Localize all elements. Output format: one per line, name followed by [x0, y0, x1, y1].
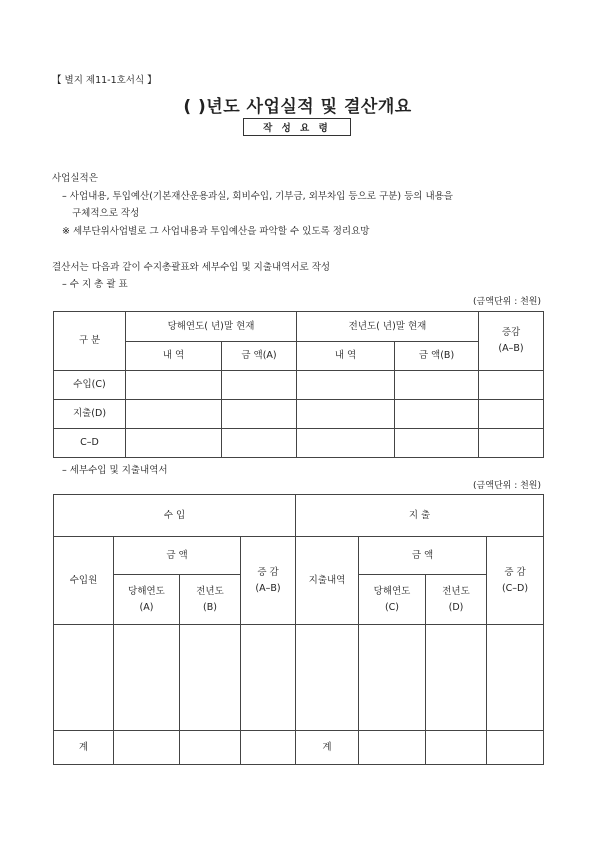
- header-expense-previous: [426, 575, 487, 625]
- cell: [395, 429, 479, 458]
- header-income-previous: [180, 575, 241, 625]
- cell: [126, 371, 222, 400]
- cell: [487, 625, 544, 731]
- cell: [395, 371, 479, 400]
- form-number: 【 별지 제11-1호서식 】: [52, 75, 157, 86]
- header-expense-change-formula: (C–D): [501, 582, 529, 594]
- cell: [487, 731, 544, 765]
- cell: [395, 400, 479, 429]
- income-total-label: 계: [54, 731, 114, 765]
- cell: [297, 400, 395, 429]
- header-income-previous-label: 전년도: [196, 585, 224, 597]
- header-income-change-formula: (A–B): [255, 582, 281, 594]
- header-category: 구 분: [54, 312, 126, 371]
- cell: [222, 400, 297, 429]
- header-income-previous-code: (B): [203, 601, 217, 613]
- header-expense-amount: 금 액: [359, 537, 487, 575]
- summary-unit-label: (금액단위 : 천원): [473, 297, 541, 307]
- detail-table: [53, 494, 544, 765]
- row-label-income: 수입(C): [54, 371, 126, 400]
- header-income-change: [241, 537, 296, 625]
- guide-note: ※ 세부단위사업별로 그 사업내용과 투입예산을 파악할 수 있도록 정리요망: [62, 226, 370, 237]
- header-detail-b: 내 역: [297, 342, 395, 371]
- header-amount-a: 금 액(A): [222, 342, 297, 371]
- cell: [479, 429, 544, 458]
- header-expense-change: [487, 537, 544, 625]
- guide-line-2: – 사업내용, 투입예산(기본재산운용과실, 회비수입, 기부금, 외부차입 등으로 구분) 등의 내용을: [62, 191, 453, 202]
- guide-line-1: 사업실적은: [52, 173, 98, 184]
- cell: [296, 625, 359, 731]
- guide-line-5: 결산서는 다음과 같이 수지총괄표와 세부수입 및 지출내역서로 작성: [52, 262, 331, 273]
- cell: [426, 731, 487, 765]
- header-income-current-code: (A): [139, 601, 154, 613]
- header-expense-change-label: 증 감: [504, 566, 526, 578]
- cell: [241, 731, 296, 765]
- cell: [359, 625, 426, 731]
- header-amount-b: 금 액(B): [395, 342, 479, 371]
- cell: [114, 625, 180, 731]
- header-income-source: 수입원: [54, 537, 114, 625]
- cell: [479, 371, 544, 400]
- cell: [297, 371, 395, 400]
- header-change-formula: (A–B): [498, 343, 524, 354]
- header-expense-current: [359, 575, 426, 625]
- header-previous-year: 전년도( 년)말 현재: [297, 312, 479, 342]
- header-expense-current-code: (C): [384, 601, 400, 613]
- expense-total-label: 계: [296, 731, 359, 765]
- header-expense: 지 출: [296, 495, 544, 537]
- cell: [426, 625, 487, 731]
- row-label-balance: C–D: [54, 429, 126, 458]
- header-income-current: [114, 575, 180, 625]
- cell: [180, 731, 241, 765]
- detail-unit-label: (금액단위 : 천원): [473, 481, 541, 491]
- cell: [54, 625, 114, 731]
- cell: [241, 625, 296, 731]
- cell: [222, 371, 297, 400]
- header-change-label: 증감: [501, 327, 521, 338]
- header-detail-a: 내 역: [126, 342, 222, 371]
- header-income-change-label: 증 감: [257, 566, 279, 578]
- header-change: [479, 312, 544, 371]
- header-expense-detail: 지출내역: [296, 537, 359, 625]
- cell: [126, 429, 222, 458]
- cell: [222, 429, 297, 458]
- header-expense-previous-label: 전년도: [442, 585, 470, 597]
- cell: [180, 625, 241, 731]
- summary-table-heading: – 수 지 총 괄 표: [62, 279, 128, 290]
- cell: [297, 429, 395, 458]
- guide-line-3: 구체적으로 작성: [72, 208, 140, 219]
- page-title: ( )년도 사업실적 및 결산개요: [183, 97, 412, 117]
- header-expense-current-label: 당해연도: [373, 585, 411, 597]
- cell: [479, 400, 544, 429]
- header-expense-previous-code: (D): [448, 601, 464, 613]
- cell: [359, 731, 426, 765]
- row-label-expense: 지출(D): [54, 400, 126, 429]
- cell: [114, 731, 180, 765]
- header-income-current-label: 당해연도: [128, 585, 165, 597]
- cell: [126, 400, 222, 429]
- header-income: 수 입: [54, 495, 296, 537]
- summary-table: [53, 311, 544, 458]
- writing-guide-label: 작 성 요 령: [243, 118, 351, 136]
- header-current-year: 당해연도( 년)말 현재: [126, 312, 297, 342]
- header-income-amount: 금 액: [114, 537, 241, 575]
- detail-table-heading: – 세부수입 및 지출내역서: [62, 465, 168, 476]
